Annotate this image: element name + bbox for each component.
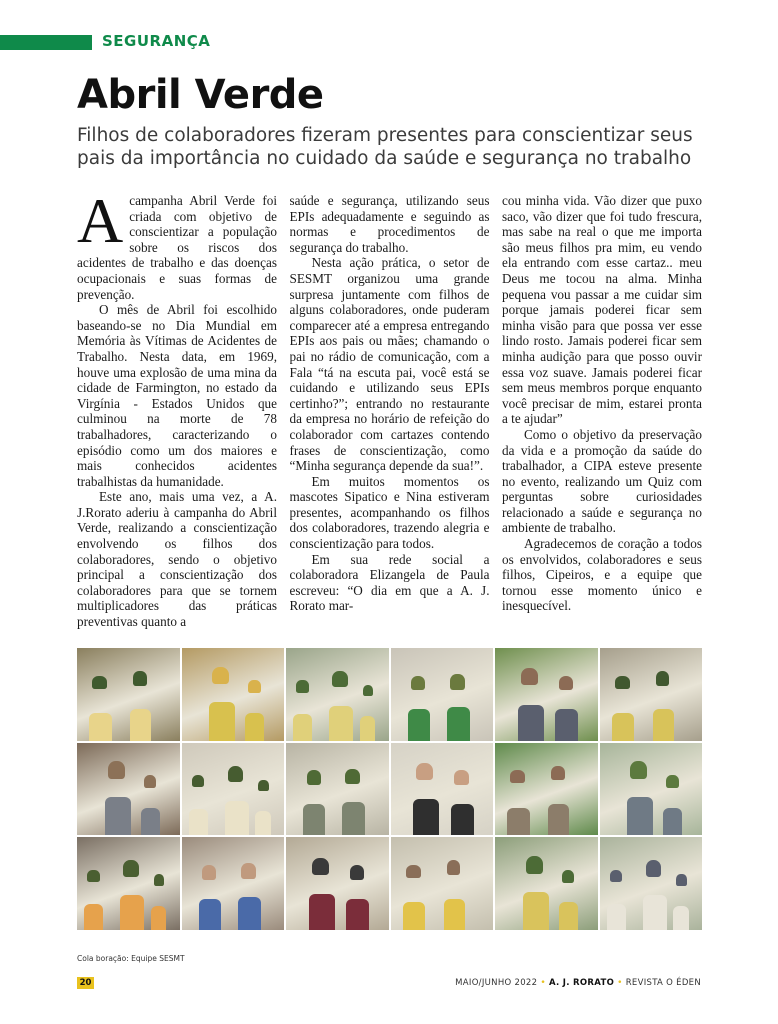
magazine-name: REVISTA O ÉDEN [625, 978, 701, 988]
event-photo [286, 648, 389, 741]
photo-figure-body [120, 895, 144, 930]
page-number: 20 [77, 977, 94, 989]
paragraph: Nesta ação prática, o setor de SESMT organizou uma grande surpresa juntamente com filhos de alguns colaboradores, onde puderam comparecer até a empresa entregando EPIs aos pais ou mães; chamando o pai no rádio de comunicação, com a Fala “tá na escuta pai, você está se cuidando e utilizando seus EPIs certinho?”; entrando no restaurante da empresa no horário de refeição do colaborador com cartazes contendo frases de conscientização, como “Minha segurança depende da sua!”. [289, 255, 490, 474]
event-photo [391, 648, 494, 741]
event-photo [495, 837, 598, 930]
article-title: Abril Verde [77, 72, 324, 118]
photo-figure [192, 775, 204, 787]
paragraph: O mês de Abril foi escolhido baseando-se no Dia Mundial em Memória às Vítimas de Acidentes de Trabalho. Nesta data, em 1969, houve uma explosão de uma mina da cidade de Farmington, no estado da Virgínia - Estados Unidos que culminou na morte de 78 trabalhadores, caracterizando o episódio como um dos maiores e mais conhecidos acidentes trabalhistas da humanidade. [77, 302, 277, 489]
article-body [77, 193, 702, 637]
photo-figure [615, 676, 630, 689]
photo-figure-body [627, 797, 653, 835]
event-photo [495, 743, 598, 836]
column-3 [502, 193, 702, 637]
photo-figure-body [255, 811, 271, 835]
photo-figure-body [451, 804, 474, 835]
photo-figure [228, 766, 244, 782]
event-photo [391, 837, 494, 930]
photo-figure [312, 858, 329, 875]
photo-figure-body [329, 706, 353, 741]
photo-figure-body [245, 713, 264, 741]
photo-figure-body [89, 713, 112, 741]
photo-figure-body [444, 899, 465, 930]
event-photo [182, 743, 285, 836]
column-2 [290, 193, 490, 637]
event-photo [600, 648, 703, 741]
event-photo [600, 837, 703, 930]
photo-figure [676, 874, 686, 885]
photo-figure-body [518, 705, 544, 741]
photo-figure [296, 680, 308, 692]
photo-figure [450, 674, 465, 690]
photo-figure-body [523, 892, 549, 930]
photo-figure-body [548, 804, 569, 835]
photo-figure-body [105, 797, 131, 835]
photo-figure [332, 671, 348, 687]
photo-figure [454, 770, 469, 785]
photo-figure-body [653, 709, 674, 740]
photo-figure [447, 860, 461, 875]
photo-figure-body [84, 904, 103, 930]
company-name: A. J. RORATO [548, 978, 615, 988]
photo-figure [133, 671, 147, 686]
photo-figure-body [559, 902, 578, 930]
photo-figure [610, 870, 622, 882]
paragraph: Agradecemos de coração a todos os envolvidos, colaboradores e seus filhos, Cipeiros, e a equipe que tornou esse momento único e inesquecível. [502, 536, 702, 614]
section-accent-bar [0, 35, 92, 50]
photo-figure-body [555, 709, 578, 740]
paragraph-text: campanha Abril Verde foi criada com objetivo de conscientizar a população sobre os riscos dos acidentes de trabalho e das doenças ocupacionais e suas formas de prevenção. [77, 193, 277, 302]
photo-figure-body [643, 895, 667, 930]
event-photo [286, 743, 389, 836]
paragraph: Como o objetivo da preservação da vida e a promoção da saúde do trabalhador, a CIPA esteve presente no evento, realizando um Quiz com perguntas sobre curiosidades relacionado a saúde e segurança no ambiente de trabalho. [502, 426, 702, 536]
event-photo [182, 648, 285, 741]
photo-figure-body [447, 707, 470, 740]
photo-figure-body [607, 904, 626, 930]
photo-figure [241, 863, 256, 879]
paragraph: Este ano, mais uma vez, a A. J.Rorato aderiu à campanha do Abril Verde, realizando a conscientização envolvendo os filhos dos colaboradores, sendo o objetivo principal a conscientização dos colaboradores para que se tornem multiplicadores das práticas preventivas quanto a [77, 489, 277, 630]
event-photo [495, 648, 598, 741]
photo-figure [510, 770, 525, 783]
event-photo [286, 837, 389, 930]
photo-figure-body [360, 716, 376, 740]
photo-figure-body [303, 804, 325, 835]
photo-figure [666, 775, 678, 788]
photo-figure [123, 860, 139, 876]
photo-figure [521, 668, 538, 685]
photo-figure-body [293, 714, 312, 740]
event-photo [182, 837, 285, 930]
photo-figure-body [209, 702, 235, 740]
photo-figure-body [408, 709, 430, 740]
photo-figure-body [225, 801, 249, 836]
photo-figure-body [151, 906, 167, 930]
photo-figure [416, 763, 433, 780]
photo-figure-body [199, 899, 221, 930]
separator-dot: • [617, 978, 623, 988]
photo-figure-body [141, 808, 160, 836]
separator-dot: • [540, 978, 546, 988]
photo-figure-body [413, 799, 439, 835]
event-photo [77, 837, 180, 930]
photo-figure-body [189, 809, 208, 835]
photo-figure [258, 780, 268, 791]
photo-figure-body [346, 899, 369, 930]
photo-figure-body [403, 902, 426, 930]
photo-figure-body [238, 897, 261, 930]
photo-figure [646, 860, 662, 876]
photo-figure-body [507, 808, 530, 836]
photo-figure [411, 676, 425, 691]
photo-figure-body [309, 894, 335, 930]
photo-figure [562, 870, 574, 883]
photo-figure [154, 874, 164, 885]
event-photo [391, 743, 494, 836]
photo-figure [406, 865, 421, 878]
photo-figure [307, 770, 321, 785]
paragraph: Em sua rede social a colaboradora Elizangela de Paula escreveu: “O dia em que a A. J. Rorato mar- [289, 551, 490, 614]
photo-figure [108, 761, 125, 779]
photo-figure-body [663, 808, 682, 836]
column-1 [77, 193, 277, 637]
paragraph: cou minha vida. Vão dizer que puxo saco, vão dizer que foi tudo frescura, mas sabe na real o que me importa são meus filhos pra mim, eu vendo ela entrando com esse cartaz.. meu Deus me tocou na alma. Minha pequena vou passar a me cuidar sim porque jamais poderei ficar sem minha visão para que possa ver esse lindo rosto. Jamais poderei ficar sem minha audição para que posso ouvir essa voz suave. Jamais poderei ficar sem meus membros porque enquanto você precisar de mim, estarei pronta a te ajudar” [502, 193, 702, 427]
photo-figure-body [342, 802, 365, 835]
photo-figure [350, 865, 365, 880]
photo-figure [656, 671, 670, 686]
photo-figure [212, 667, 229, 685]
section-label: SEGURANÇA [102, 32, 211, 50]
photo-figure [559, 676, 574, 691]
issue-date: MAIO/JUNHO 2022 [455, 978, 538, 988]
photo-figure [202, 865, 216, 880]
photo-figure [248, 680, 260, 693]
event-photo [600, 743, 703, 836]
photo-credit: Cola boração: Equipe SESMT [77, 954, 185, 963]
drop-cap: A [77, 193, 124, 256]
photo-figure [551, 766, 565, 781]
photo-figure-body [130, 709, 151, 740]
photo-figure [92, 676, 107, 689]
paragraph: saúde e segurança, utilizando seus EPIs adequadamente e seguindo as normas e procedimentos de segurança do trabalho. [289, 193, 490, 255]
photo-figure [526, 856, 543, 874]
photo-figure [630, 761, 647, 779]
event-photo [77, 648, 180, 741]
paragraph: Em muitos momentos os mascotes Sipatico e Nina estiveram presentes, acompanhando os filhos dos colaboradores, trazendo alegria e conscientização para todos. [289, 473, 490, 552]
footer [455, 977, 701, 989]
photo-figure [363, 685, 373, 696]
photo-figure-body [673, 906, 689, 930]
event-photo [77, 743, 180, 836]
photo-collage [77, 648, 702, 930]
article-subtitle: Filhos de colaboradores fizeram presentes para conscientizar seus pais da importância no cuidado da saúde e segurança no trabalho [77, 125, 693, 169]
paragraph [77, 193, 277, 302]
photo-figure-body [612, 713, 635, 741]
photo-figure [144, 775, 156, 788]
photo-figure [345, 769, 360, 785]
photo-figure [87, 870, 99, 882]
